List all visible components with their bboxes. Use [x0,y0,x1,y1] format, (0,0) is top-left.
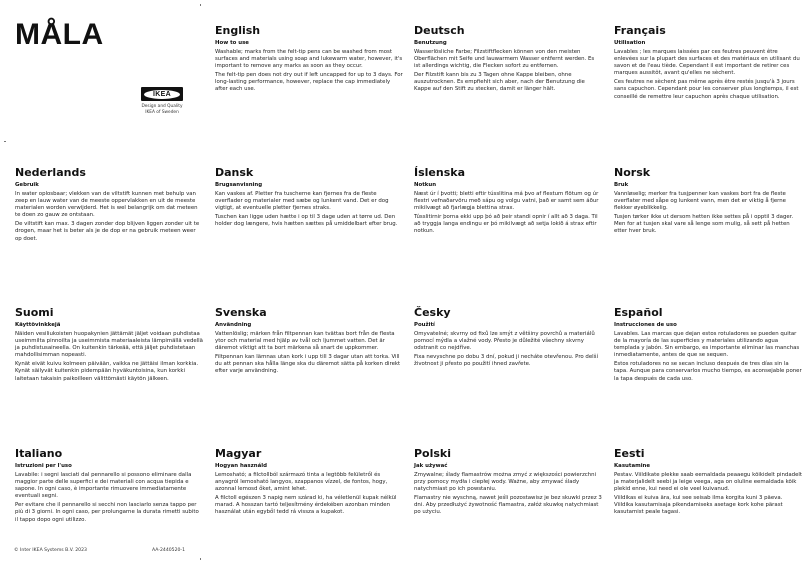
section-francais [614,24,802,103]
section-language: Français [614,24,666,37]
section-paragraph: In water oplosbaar; vlekken van de viltstift kunnen met behulp van zeep en lauw water van de meeste oppervlakken en uit de meeste materialen worden verwijderd. Het is wel belangrijk om dat meteen te doen zo gauw ze ontstaan. [15,191,198,219]
section-heading: Instrucciones de uso [614,322,677,328]
section-cesky [414,306,602,370]
crop-mark [200,4,201,6]
section-language: Nederlands [15,166,86,179]
section-paragraph: Lavabile: i segni lasciati dal pennarello si possono eliminare dalla maggior parte delle superfici e dei materiali con acqua tiepida e sapone. In ogni caso, è importante rimuovere immediatamente eventuali segni. [15,472,192,500]
ikea-logo-wordmark: IKEA [144,90,180,99]
section-paragraph: Per evitare che il pennarello si secchi non lasciarlo senza tappo per più di 3 giorni. In ogni caso, per prolungarne la durata rimetti subito il tappo dopo ogni utilizzo. [15,502,199,523]
section-paragraph: A filctoll egészen 3 napig nem szárad ki, ha véletlenül kupak nélkül marad. A hosszan tartó teljesítmény érdekében azonban minden használat után egyből tedd rá vissza a kupakot. [215,495,397,516]
section-language: Česky [414,306,451,319]
section-paragraph: Tússlitirnir þorna ekki upp þó að þeir standi opnir í allt að 3 daga. Til að tryggja langa endingu er þó mikilvægt að setja lokið á strax eftir notkun. [414,214,598,235]
section-paragraph: The felt-tip pen does not dry out if left uncapped for up to 3 days. For long-lasting performance, however, replace the cap immediately after each use. [215,72,403,93]
section-svenska [215,306,403,378]
section-language: Suomi [15,306,54,319]
section-paragraph: Kynät eivät kuivu kolmeen päivään, vaikka ne jättäisi ilman korkkia. Kynät säilyvät kuitenkin pidempään hyväkuntoisina, kun korkki laitetaan takaisin paikoilleen välittömästi käytön jälkeen. [15,361,199,382]
section-heading: Kasutamine [614,463,651,469]
section-paragraph: Næst úr í þvotti; bletti eftir tússlitina má þvo af flestum flötum og úr flestri vefnaðarvöru með sápu og volgu vatni, það er samt sem áður mikilvægt að fjarlægja blettina strax. [414,191,599,212]
crop-mark [200,558,201,560]
section-language: Íslenska [414,166,465,179]
section-paragraph: Ces feutres ne sèchent pas même après être restés jusqu'à 3 jours sans capuchon. Cependant pour les conserver plus longtemps, il est conseillé de remettre leur capuchon après chaque utilisation. [614,79,799,100]
section-language: Magyar [215,447,262,460]
section-paragraph: Omyvatelné; skvrny od fixů lze smýt z většiny povrchů a materiálů pomocí mýdla a vlažné vody. Přesto je důležité všechny skvrny odstranit co nejdříve. [414,331,595,352]
section-paragraph: Lavables ; les marques laissées par ces feutres peuvent être enlevées sur la plupart des surfaces et des matériaux en utilisant du savon et de l'eau tiède. Cependant il est important de retirer ces marques aussitôt, avant qu'elles ne sèchent. [614,49,800,77]
section-paragraph: Washable; marks from the felt-tip pens can be washed from most surfaces and materials using soap and lukewarm water, however, it's important to remove any marks as soon as they occur. [215,49,403,70]
document-code: AA-2440520-1 [152,548,186,553]
section-language: Polski [414,447,452,460]
section-paragraph: Viildikas ei kuiva ära, kui see seisab ilma korgita kuni 3 päeva. Viildika kasutamisaja pikendamiseks asetage kork kohe pärast kasutamist peale tagasi. [614,495,783,516]
copyright-notice: © Inter IKEA Systems B.V. 2023 [14,548,87,553]
section-heading: Käyttövinkkejä [15,322,61,328]
ikea-logo [140,87,184,115]
section-espanol [614,306,802,385]
section-heading: Benutzung [414,40,447,46]
section-paragraph: Fixa nevyschne po dobu 3 dní, pokud ji necháte otevřenou. Pro delší životnost ji přesto po použití ihned zavřete. [414,354,598,368]
section-heading: Jak używać [414,463,448,469]
section-heading: Brugsanvisning [215,182,263,188]
section-paragraph: Wasserlösliche Farbe; Filzstiftflecken können von den meisten Oberflächen mit Seife und lauwarmem Wasser entfernt werden. Es ist allerdings wichtig, die Flecken sofort zu entfernen. [414,49,595,70]
section-paragraph: Pestav. Viildikate plekke saab eemaldada peaaegu kõikidelt pindadelt ja materjalidelt seebi ja leige veega, aga on oluline eemaldada kõik plekid enne, kui need ei ole veel kuivanud. [614,472,802,493]
section-english [215,24,403,96]
section-paragraph: Vattenlöslig; märken från filtpennan kan tvättas bort från de flesta ytor och material med hjälp av tvål och ljummet vatten. Det är däremot viktigt att ta bort märkena så snart de uppkommer. [215,331,395,352]
section-paragraph: Vannløselig; merker fra tusjpenner kan vaskes bort fra de fleste overflater med såpe og lunkent vann, men det er viktig å fjerne flekker øyeblikkelig. [614,191,787,212]
section-language: Eesti [614,447,645,460]
section-heading: Användning [215,322,252,328]
section-heading: Bruk [614,182,629,188]
product-title: MÅLA [15,18,104,51]
section-paragraph: Tuschen kan ligge uden hætte i op til 3 dage uden at tørre ud. Den holder dog længere, hvis hætten sættes på umiddelbart efter brug. [215,214,398,228]
section-language: Dansk [215,166,254,179]
section-language: Svenska [215,306,267,319]
section-heading: Notkun [414,182,437,188]
section-deutsch [414,24,602,96]
section-heading: Gebruik [15,182,39,188]
section-language: Español [614,306,663,319]
section-dansk [215,166,403,230]
section-norsk [614,166,802,238]
section-paragraph: De viltstift kan max. 3 dagen zonder dop blijven liggen zonder uit te drogen, maar het is beter als je de dop er na gebruik meteen weer op doet. [15,221,200,242]
section-suomi [15,306,203,385]
section-italiano [15,447,203,526]
section-islenska [414,166,602,238]
section-paragraph: Tusjen tørker ikke ut dersom hetten ikke settes på i opptil 3 dager. Men for at tusjen skal vare så lenge som mulig, så sett på hetten etter hver bruk. [614,214,794,235]
section-paragraph: Filtpennan kan lämnas utan kork i upp till 3 dagar utan att torka. Vill du att pennan ska hålla länge ska du däremot sätta på korken direkt efter varje användning. [215,354,401,375]
ikea-logo-tagline [140,104,184,115]
section-magyar [215,447,403,519]
ikea-logo-mark [141,87,183,101]
section-language: Italiano [15,447,63,460]
crop-mark [4,141,6,142]
section-heading: Utilisation [614,40,646,46]
section-language: Deutsch [414,24,465,37]
section-paragraph: Kan vaskes af. Pletter fra tuscherne kan fjernes fra de fleste overflader og materialer med sæbe og lunkent vand. Det er dog vigtigt, at eventuelle pletter fjernes straks. [215,191,389,212]
section-paragraph: Estos rotuladores no se secan incluso después de tres días sin la tapa. Aunque para conservarlos mucho tiempo, es aconsejable poner la tapa después de cada uso. [614,361,802,382]
section-heading: How to use [215,40,249,46]
section-heading: Hogyan használd [215,463,267,469]
section-paragraph: Näiden vesiliukoisten huopakynien jättämät jäljet voidaan puhdistaa useimmilta pinnoilta ja useimmista materiaaleista lämpimällä vedellä ja puhdistusaineella. On kuitenkin tärkeää, että jäljet puhdistetaan mahdollisimman nopeasti. [15,331,203,359]
section-paragraph: Flamastry nie wyschną, nawet jeśli pozostawisz je bez skuwki przez 3 dni. Aby przedłużyć żywotność flamastra, załóż skuwkę natychmiast po użyciu. [414,495,602,516]
section-paragraph: Der Filzstift kann bis zu 3 Tagen ohne Kappe bleiben, ohne auszutrocknen. Es empfiehlt sich aber, nach der Benutzung die Kappe auf den Stift zu stecken, damit er länger hält. [414,72,585,93]
tagline-line-2: IKEA of Sweden [145,109,179,115]
section-heading: Použití [414,322,435,328]
section-heading: Istruzioni per l'uso [15,463,72,469]
section-eesti [614,447,802,519]
section-polski [414,447,602,519]
tagline-line-1: Design and Quality [141,104,183,109]
section-paragraph: Lavables. Las marcas que dejan estos rotuladores se pueden quitar de la mayoría de las superficies y materiales utilizando agua templada y jabón. Sin embargo, es importante eliminar las manchas inmediatamente, antes de que se sequen. [614,331,800,359]
section-language: Norsk [614,166,651,179]
section-paragraph: Zmywalne; ślady flamastrów można zmyć z większości powierzchni przy pomocy mydła i ciepłej wody. Ważne, aby zmywać ślady natychmiast po ich powstaniu. [414,472,597,493]
section-language: English [215,24,261,37]
section-paragraph: Lemosható; a filctollból származó tinta a legtöbb felületről és anyagról lemosható langyos, szappanos vízzel, de fontos, hogy, azonnal lemosd őket, amint lehet. [215,472,388,493]
section-nederlands [15,166,203,245]
